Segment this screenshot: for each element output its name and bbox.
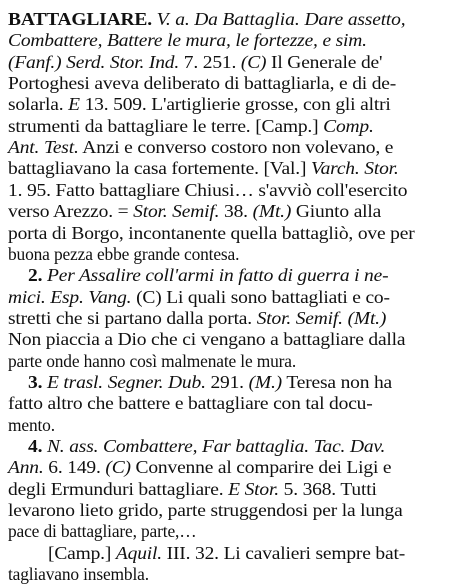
italic-text: N. ass. Combattere, Far battaglia. Tac. Dav. <box>46 436 386 456</box>
entry-line <box>8 499 403 522</box>
italic-text: E <box>68 94 80 115</box>
entry-text: mento. <box>8 414 55 435</box>
italic-text: Aquil. <box>115 542 162 563</box>
italic-text: Per Assalire coll'armi in fatto di guerra i ne- <box>46 265 389 286</box>
entry-text: Il Generale de' <box>266 51 383 72</box>
entry-text: Teresa non ha <box>281 371 393 392</box>
italic-text: E Stor. <box>228 478 279 499</box>
entry-text: stretti che si partano dalla porta. <box>8 307 257 328</box>
entry-text: porta di Borgo, incontanente quella battagliò, ove per <box>8 222 415 243</box>
entry-line <box>8 8 405 31</box>
entry-line <box>8 414 55 437</box>
entry-line <box>8 478 377 501</box>
entry-text: solarla. <box>8 94 69 115</box>
italic-text: Ant. Test. <box>8 137 79 158</box>
entry-text: Giunto alla <box>291 201 382 222</box>
entry-text: Anzi e converso costoro non volevano, e <box>78 137 394 158</box>
entry-text: verso Arezzo. = <box>8 201 134 222</box>
entry-line <box>28 435 385 458</box>
entry-text: 5. 368. Tutti <box>278 478 377 499</box>
italic-text: (Mt.) <box>252 201 292 222</box>
entry-text: degli Ermunduri battagliare. <box>8 478 229 499</box>
entry-text: buona pezza ebbe grande contesa. <box>8 243 240 264</box>
entry-line <box>48 542 405 565</box>
italic-text: (Fanf.) Serd. Stor. Ind. <box>8 51 180 72</box>
entry-line <box>8 222 415 245</box>
entry-line <box>8 200 381 223</box>
italic-text: (C) <box>240 51 267 72</box>
entry-line <box>8 328 405 351</box>
sense-marker: 3. <box>28 371 43 392</box>
entry-text: 291. <box>205 371 249 392</box>
italic-text: Stor. Semif. <box>133 201 220 222</box>
entry-line <box>8 72 396 95</box>
italic-text: Combattere, Battere le mura, le fortezze, e sim. <box>8 30 367 51</box>
sense-marker: BATTAGLIARE. <box>8 9 152 29</box>
italic-text: Dare assetto, <box>304 9 406 29</box>
entry-line <box>28 264 388 287</box>
italic-text: mici. Esp. Vang. <box>8 286 132 307</box>
entry-line <box>8 520 196 543</box>
entry-line <box>8 563 149 586</box>
entry-line <box>8 93 391 116</box>
entry-line <box>8 179 407 202</box>
entry-text: 13. 509. L'artiglierie grosse, con gli altri <box>79 94 391 115</box>
entry-text: tagliavano insembla. <box>8 564 149 585</box>
entry-line <box>8 350 296 373</box>
entry-line <box>28 371 392 394</box>
entry-text: levarono lieto grido, parte struggendosi per la lunga <box>8 500 403 521</box>
entry-line <box>8 286 390 309</box>
entry-text: strumenti da battagliare le terre. [Camp.] <box>8 115 324 136</box>
entry-line <box>8 136 393 159</box>
entry-text: [Camp.] <box>48 542 116 563</box>
entry-text: (C) Li quali sono battagliati e co- <box>131 286 390 307</box>
entry-line <box>8 307 386 330</box>
entry-line <box>8 456 391 479</box>
sense-marker: 4. <box>28 436 43 456</box>
entry-text: parte onde hanno così malmenate le mura. <box>8 350 297 371</box>
italic-text: E trasl. Segner. Dub. <box>46 371 206 392</box>
entry-line <box>8 243 239 266</box>
entry-text: Convenne al comparire dei Ligi e <box>130 457 392 478</box>
entry-text: 6. 149. <box>43 457 106 478</box>
entry-line <box>8 29 367 52</box>
italic-text: Ann. <box>8 457 44 478</box>
entry-line <box>8 157 399 180</box>
entry-text: Portoghesi aveva deliberato di battagliarla, e di de- <box>8 73 397 94</box>
entry-text: pace di battagliare, parte,… <box>8 521 197 542</box>
italic-text: V. a. Da <box>156 9 223 29</box>
entry-text: battagliavano la casa fortemente. [Val.] <box>8 158 311 179</box>
entry-line <box>8 51 382 74</box>
entry-line <box>8 392 373 415</box>
entry-text: III. 32. Li cavalieri sempre bat- <box>161 542 406 563</box>
italic-text: Comp. <box>323 115 374 136</box>
italic-text: (C) <box>105 457 131 478</box>
entry-text: fatto altro che battere e battagliare con tal docu- <box>8 393 373 414</box>
italic-text: Battaglia. <box>222 9 300 29</box>
italic-text: Varch. Stor. <box>310 158 399 179</box>
entry-text: 38. <box>219 201 253 222</box>
entry-text: 1. 95. Fatto battagliare Chiusi… s'avviò coll'esercito <box>8 179 408 200</box>
entry-text: Non piaccia a Dio che ci vengano a battagliare dalla <box>8 329 406 350</box>
entry-text: 7. 251. <box>179 51 241 72</box>
italic-text: Stor. Semif. (Mt.) <box>256 307 387 328</box>
sense-marker: 2. <box>28 265 43 286</box>
italic-text: (M.) <box>248 371 282 392</box>
entry-line <box>8 115 374 138</box>
